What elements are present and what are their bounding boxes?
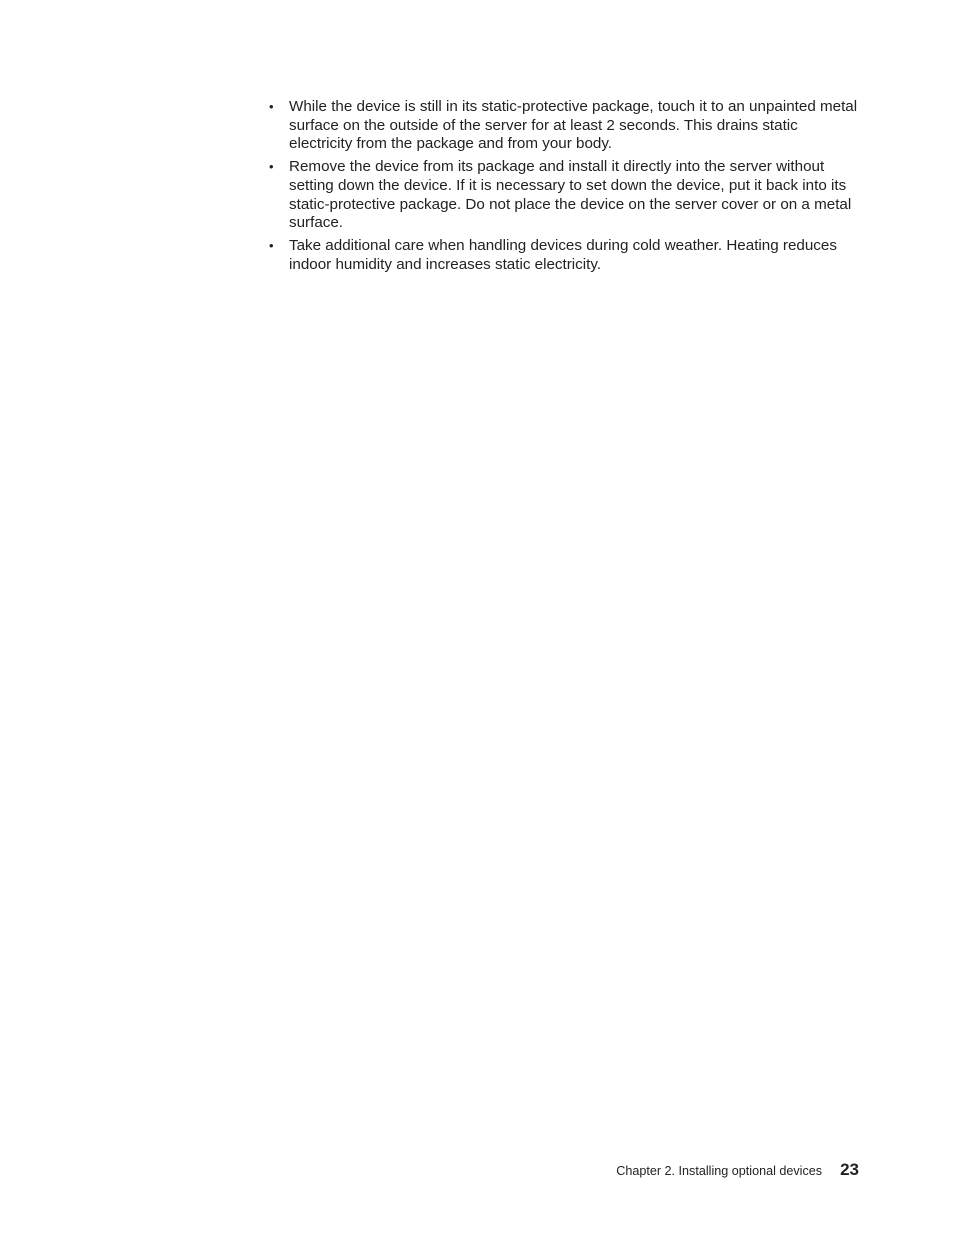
list-item-text: While the device is still in its static-protective package, touch it to an unpainted metal surface on the outside of the server for at least 2 seconds. This drains static electricity from the package and from your body. bbox=[289, 98, 858, 153]
bullet-list bbox=[266, 98, 862, 278]
page-footer bbox=[616, 1160, 859, 1180]
list-item-text: Take additional care when handling devices during cold weather. Heating reduces indoor humidity and increases static electricity. bbox=[289, 236, 837, 273]
bullet-icon: • bbox=[269, 237, 274, 253]
bullet-icon: • bbox=[269, 99, 274, 114]
list-item-text: Remove the device from its package and install it directly into the server without setting down the device. If it is necessary to set down the device, put it back into its static-protective package. Do not place the device on the server cover or on a metal surface. bbox=[289, 158, 852, 232]
list-item bbox=[266, 237, 862, 274]
page-number: 23 bbox=[840, 1160, 859, 1179]
bullet-icon: • bbox=[269, 159, 274, 175]
list-item bbox=[266, 158, 862, 233]
list-item bbox=[266, 98, 862, 154]
footer-chapter-title: Chapter 2. Installing optional devices bbox=[616, 1164, 823, 1178]
